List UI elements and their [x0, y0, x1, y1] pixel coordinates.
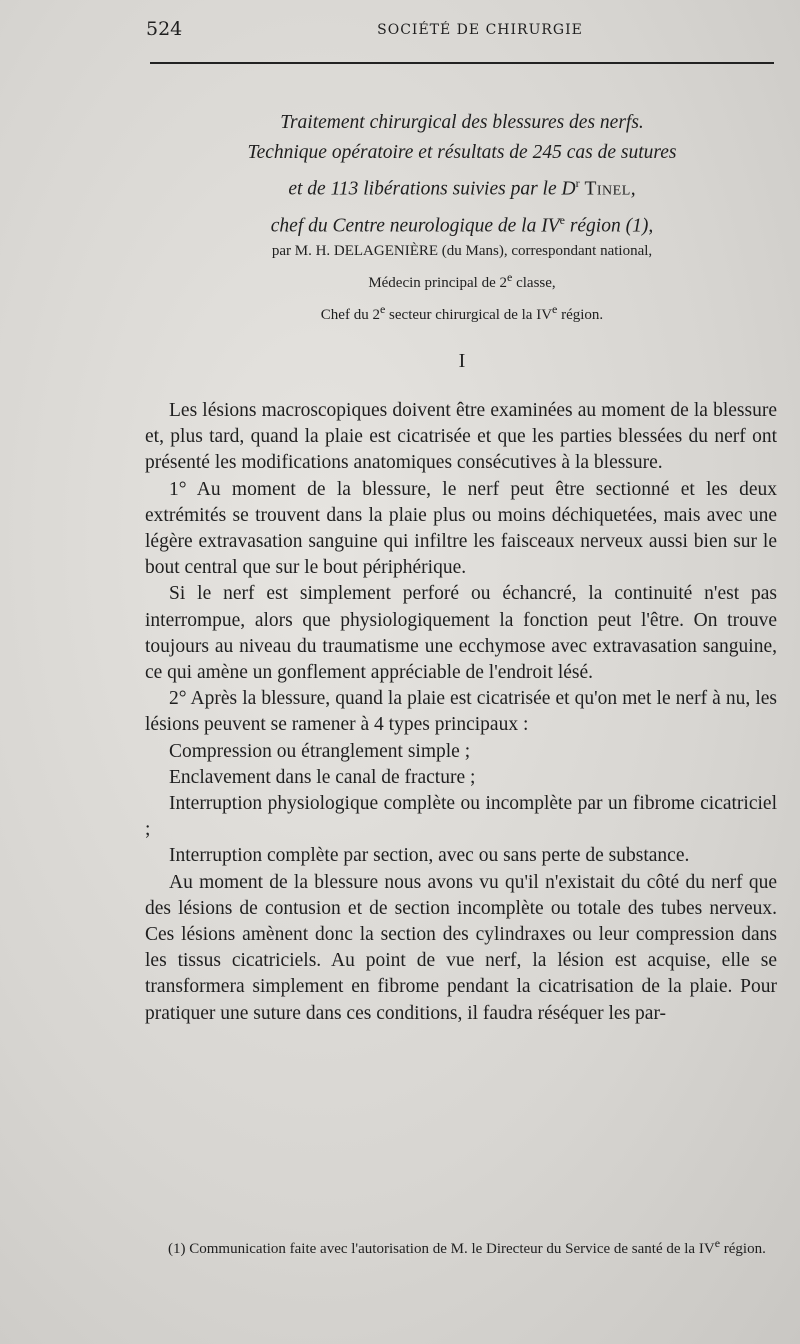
title-line-3 — [150, 168, 774, 205]
title-line-4-end: région (1), — [564, 215, 654, 236]
title-line-3-text: et de 113 libérations suivies par le D — [288, 178, 576, 200]
author-name-tinel: Tinel — [584, 178, 631, 200]
paragraph: Au moment de la blessure nous avons vu qu'il n'existait du côté du nerf que des lésions de contusion et de section incomplète ou totale des tubes nerveux. Ces lésions amènent donc la section des cylindraxes ou leur compression dans les tissus cicatriciels. Au point de vue nerf, la lésion est acquise, elle se transformera simplement en fibrome pendant la cicatrisation de la plaie. Pour pratiquer une suture dans ces conditions, il faudra réséquer les par- — [145, 871, 777, 1024]
title-line-4 — [150, 205, 774, 242]
running-title: SOCIÉTÉ DE CHIRURGIE — [377, 22, 583, 38]
author-line-3 — [150, 296, 774, 328]
article-title — [150, 108, 774, 241]
footnote-body: (1) Communication faite avec l'autorisation de M. le Directeur du Service de santé de la IV — [168, 1241, 715, 1257]
list-item: Enclavement dans le canal de fracture ; — [169, 766, 476, 788]
title-line-4-superscript: e — [559, 212, 565, 227]
author-line-3-mid: secteur chirurgical de la IV — [385, 307, 553, 323]
paragraph: 2° Après la blessure, quand la plaie est cicatrisée et qu'on met le nerf à nu, les lésions peuvent se ramener à 4 types principaux : — [145, 688, 777, 736]
list-item: Interruption physiologique complète ou incomplète par un fibrome cicatriciel ; — [145, 793, 777, 841]
footnote-superscript: e — [714, 1236, 721, 1250]
list-item: Interruption complète par section, avec ou sans perte de substance. — [169, 845, 690, 867]
footnote-text — [150, 1232, 776, 1260]
header-rule — [150, 62, 774, 64]
title-line-1: Traitement chirurgical des blessures des nerfs. — [280, 112, 644, 133]
title-line-3-superscript: r — [575, 176, 580, 190]
author-line-2-superscript: e — [507, 270, 513, 284]
author-block — [150, 238, 774, 328]
body-text — [145, 398, 777, 1027]
author-line-3-superscript-2: e — [552, 302, 558, 316]
footnote-end: région. — [720, 1241, 766, 1257]
author-line-2 — [150, 264, 774, 296]
list-item: Compression ou étranglement simple ; — [169, 740, 471, 762]
title-line-2: Technique opératoire et résultats de 245 cas de sutures — [247, 142, 677, 163]
author-line-3-text: Chef du 2 — [320, 307, 380, 323]
footnote — [150, 1232, 776, 1260]
section-number: I — [458, 350, 466, 372]
author-line-3-superscript: e — [379, 302, 386, 316]
author-line-2-end: classe, — [512, 275, 556, 291]
title-line-3-punct: , — [630, 178, 636, 200]
page-number: 524 — [146, 18, 183, 40]
title-line-4-text: chef du Centre neurologique de la IV — [270, 215, 560, 236]
paragraph: Les lésions macroscopiques doivent être examinées au moment de la blessure et, plus tard, quand la plaie est cicatrisée et que les parties blessées du nerf ont présenté les modifications anatomiques consécutives à la blessure. — [145, 400, 777, 474]
author-line-3-end: région. — [557, 307, 604, 323]
author-line-1: par M. H. DELAGENIÈRE (du Mans), correspondant national, — [271, 243, 653, 259]
paragraph: 1° Au moment de la blessure, le nerf peut être sectionné et les deux extrémités se trouvent dans la plaie plus ou moins déchiquetées, mais avec une légère extravasation sanguine qui infiltre les faisceaux nerveux aussi bien sur le bout central que sur le bout périphérique. — [145, 478, 777, 579]
author-line-2-text: Médecin principal de 2 — [368, 275, 508, 291]
paragraph: Si le nerf est simplement perforé ou échancré, la continuité n'est pas interrompue, alors que physiologiquement la fonction peut l'être. On trouve toujours au niveau du traumatisme une ecchymose avec extravasation sanguine, ce qui amène un gonflement appréciable de l'endroit lésé. — [145, 583, 777, 684]
